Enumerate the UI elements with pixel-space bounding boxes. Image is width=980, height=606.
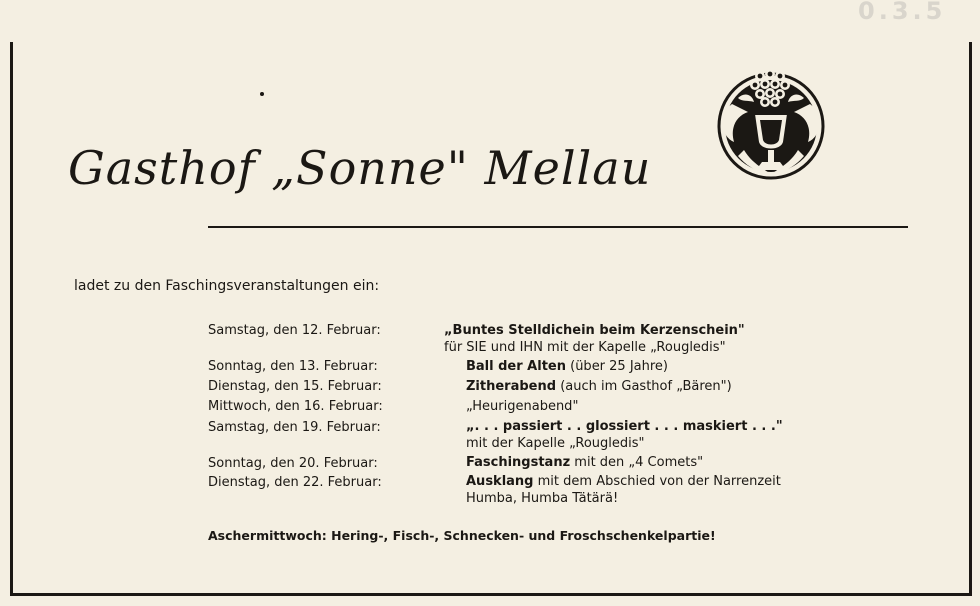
event-date: Dienstag, den 22. Februar: xyxy=(208,475,382,490)
event-description: Zitherabend (auch im Gasthof „Bären") xyxy=(466,379,732,394)
event-date: Samstag, den 12. Februar: xyxy=(208,323,381,338)
event-detail: mit der Kapelle „Rougledis" xyxy=(466,436,645,451)
closing-line: Aschermittwoch: Hering-, Fisch-, Schnecken- und Froschschenkelpartie! xyxy=(208,528,716,543)
corner-scan-mark: 0.3.5 xyxy=(858,0,947,24)
intro-text: ladet zu den Faschingsveranstaltungen ein: xyxy=(74,278,380,294)
event-description: Ball der Alten (über 25 Jahre) xyxy=(466,359,669,374)
ad-title: Gasthof „Sonne" Mellau xyxy=(68,141,652,195)
event-detail: für SIE und IHN mit der Kapelle „Rougledis" xyxy=(444,340,726,355)
event-date: Sonntag, den 20. Februar: xyxy=(208,456,378,471)
event-date: Dienstag, den 15. Februar: xyxy=(208,379,382,394)
event-date: Sonntag, den 13. Februar: xyxy=(208,359,378,374)
event-title: „. . . passiert . . glossiert . . . maskiert . . ." xyxy=(466,419,783,434)
event-description: „Heurigenabend" xyxy=(466,399,579,414)
event-description: Ausklang mit dem Abschied von der Narrenzeit xyxy=(466,474,781,489)
event-date: Mittwoch, den 16. Februar: xyxy=(208,399,383,414)
event-description: Faschingstanz mit den „4 Comets" xyxy=(466,455,704,470)
event-title: „Buntes Stelldichein beim Kerzenschein" xyxy=(444,323,745,338)
event-date: Samstag, den 19. Februar: xyxy=(208,420,381,435)
event-detail: Humba, Humba Tätärä! xyxy=(466,491,619,506)
